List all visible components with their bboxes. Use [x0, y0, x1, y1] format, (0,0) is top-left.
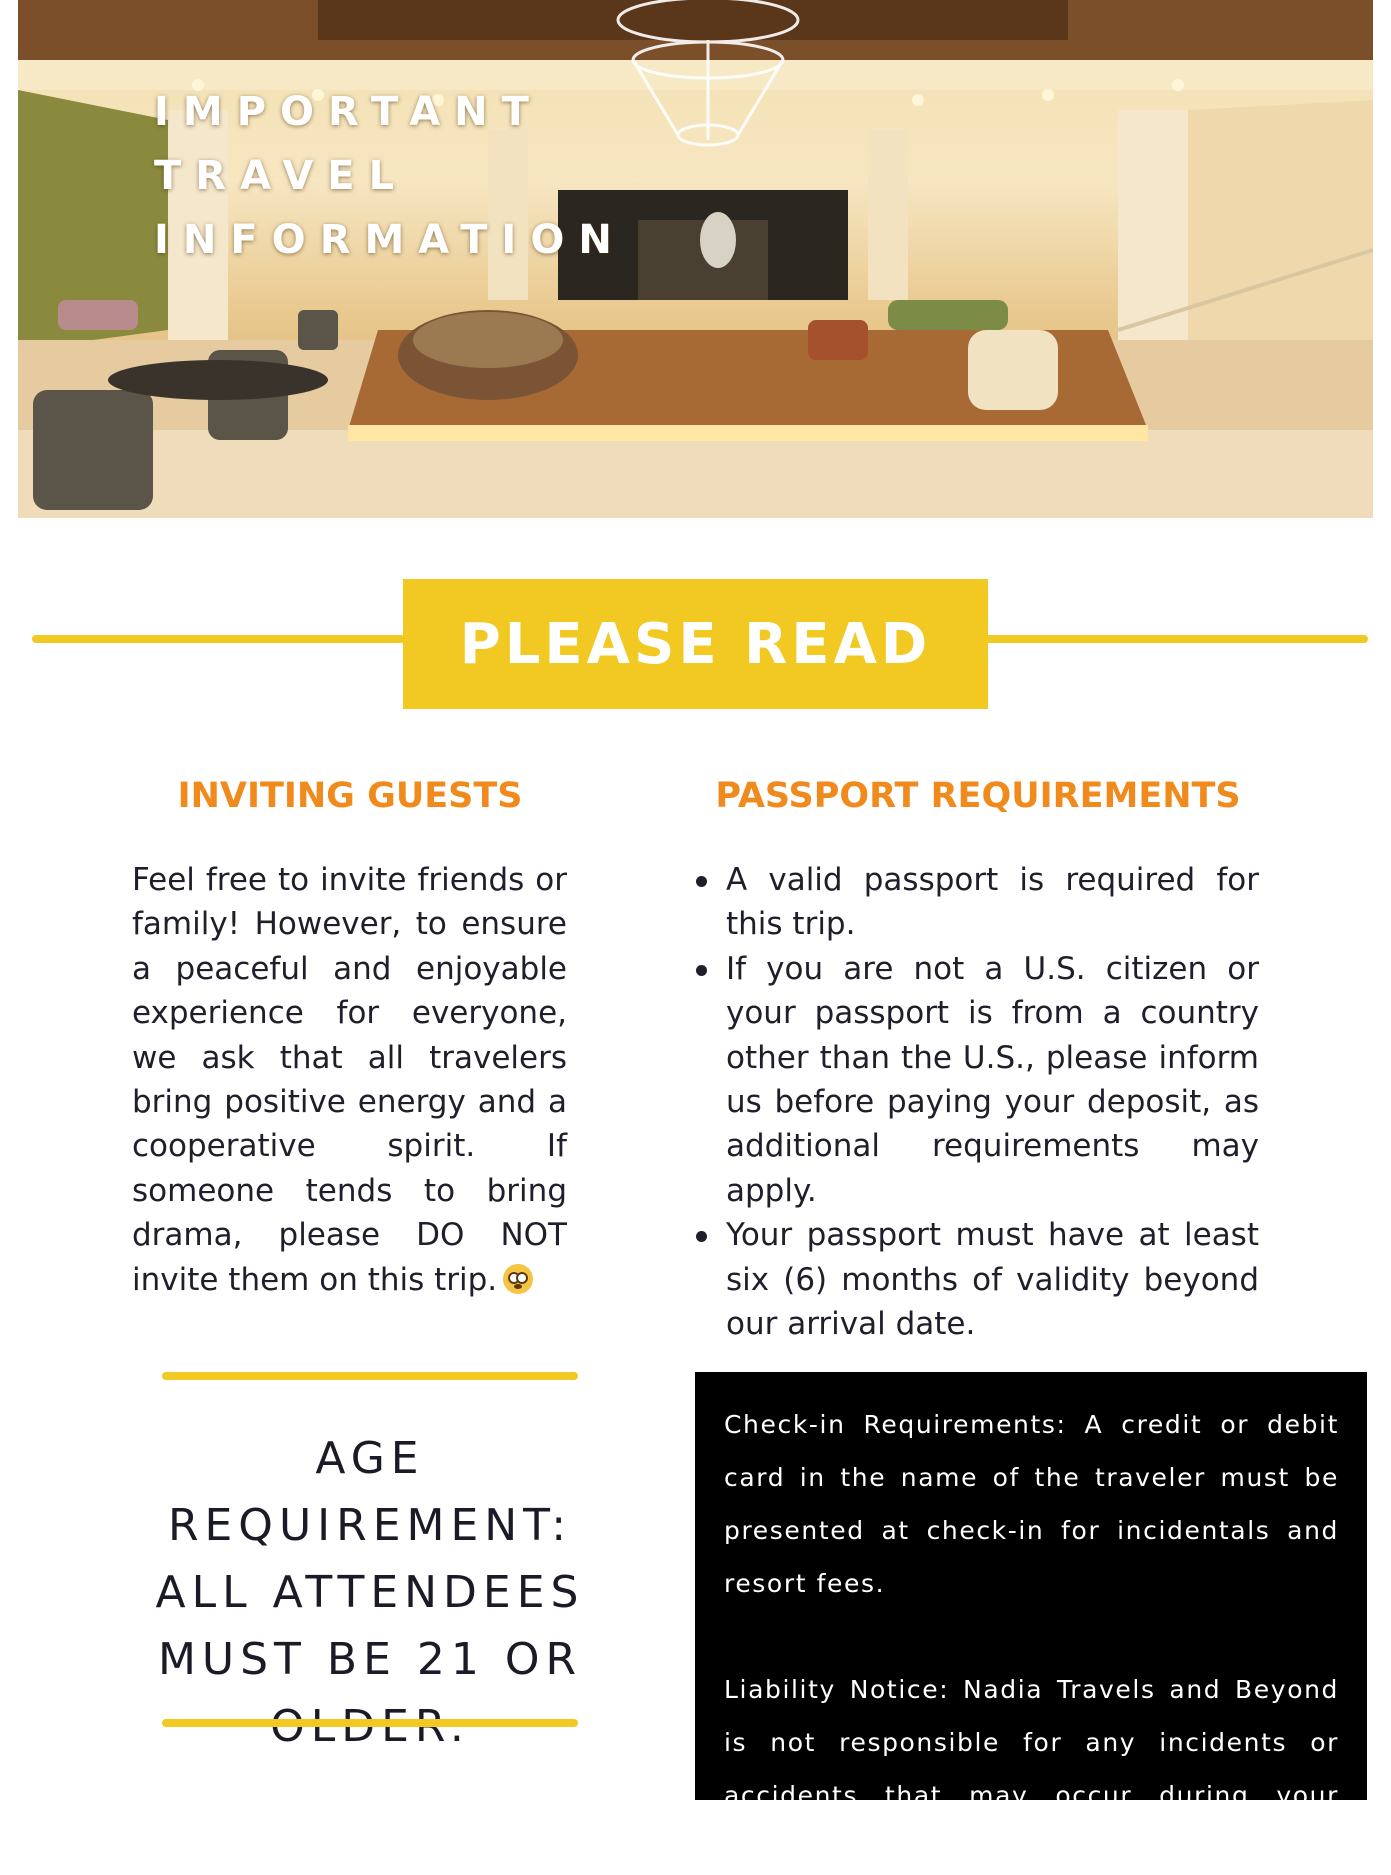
checkin-requirements-text: Check-in Requirements: A credit or debit card in the name of the traveler must be presented at check-in for incidentals and resort fees.	[724, 1410, 1339, 1598]
inviting-guests-text: Feel free to invite friends or family! However, to ensure a peaceful and enjoyable experience for everyone, we ask that all travelers bring positive energy and a cooperative spirit. If someone tends to bring drama, please DO NOT invite them on this trip.	[132, 862, 567, 1298]
passport-requirements-heading: PASSPORT REQUIREMENTS	[715, 776, 1241, 816]
passport-item: Your passport must have at least six (6) months of validity beyond our arrival date.	[726, 1213, 1259, 1346]
hero-title	[154, 80, 626, 272]
banner-rule-right	[984, 635, 1368, 643]
inviting-guests-heading: INVITING GUESTS	[177, 776, 523, 816]
age-line-3: MUST BE 21 OR	[157, 1634, 583, 1685]
notice-box	[695, 1372, 1367, 1863]
notice-spacer	[724, 1610, 1339, 1663]
hero-title-line-3: INFORMATION	[154, 217, 626, 263]
age-line-1: AGE REQUIREMENT:	[167, 1433, 573, 1551]
please-read-banner	[403, 579, 988, 709]
hero-image	[18, 0, 1373, 518]
passport-item: A valid passport is required for this trip.	[726, 858, 1259, 947]
inviting-guests-body	[132, 858, 567, 1302]
flushed-face-icon	[503, 1264, 533, 1294]
age-rule-top	[162, 1372, 578, 1380]
age-requirement	[110, 1425, 630, 1760]
age-rule-bottom	[162, 1719, 578, 1727]
hero-title-line-2: TRAVEL	[154, 153, 409, 199]
hero-title-line-1: IMPORTANT	[154, 89, 543, 135]
passport-item: If you are not a U.S. citizen or your passport is from a country other than the U.S., please inform us before paying your deposit, as additional requirements may apply.	[726, 947, 1259, 1213]
passport-requirements-list	[726, 858, 1259, 1346]
please-read-label: PLEASE READ	[459, 611, 932, 677]
banner-rule-left	[32, 635, 406, 643]
liability-notice-text: Liability Notice: Nadia Travels and Beyond is not responsible for any incidents or accidents that may occur during your travel.	[724, 1675, 1339, 1863]
age-line-2: ALL ATTENDEES	[155, 1567, 585, 1618]
